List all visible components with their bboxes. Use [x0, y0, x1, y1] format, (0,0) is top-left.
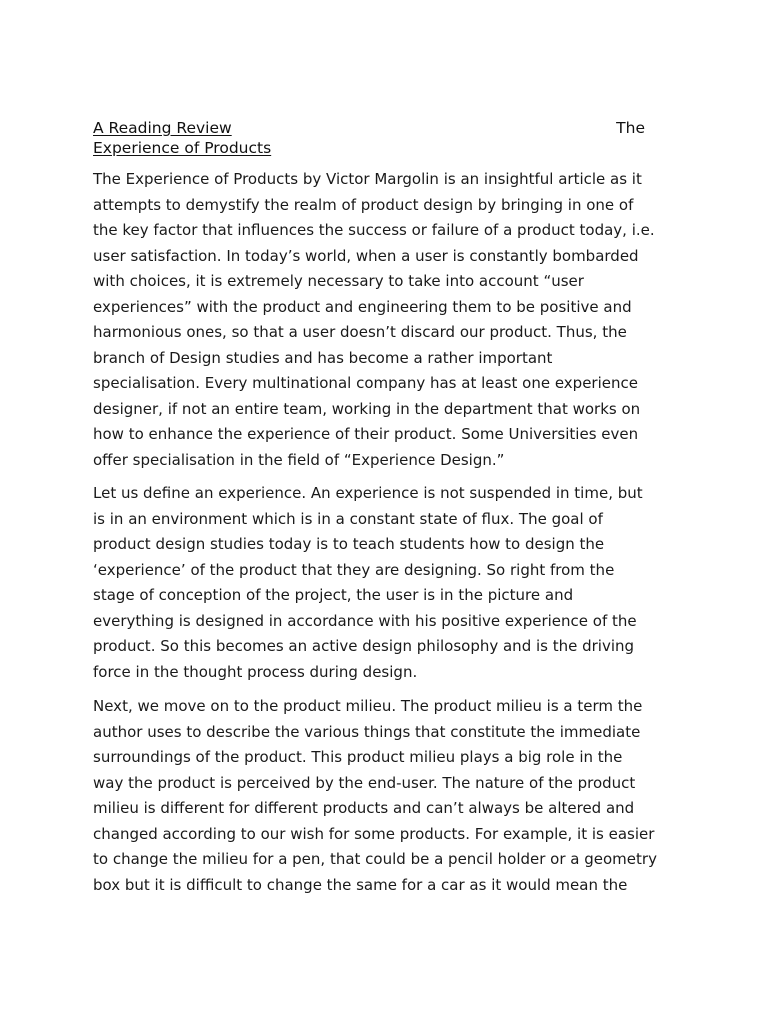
paragraph-line: everything is designed in accordance with his positive experience of the	[93, 611, 637, 630]
paragraph-line: with choices, it is extremely necessary to take into account “user	[93, 272, 584, 290]
paragraph-1	[93, 167, 677, 473]
title-left-text: A Reading Review	[93, 119, 232, 137]
paragraph-line: is in an environment which is in a constant state of flux. The goal of	[93, 509, 603, 528]
paragraph-line: force in the thought process during design.	[93, 662, 418, 681]
paragraph-line: stage of conception of the project, the user is in the picture and	[93, 586, 574, 604]
paragraph-line: user satisfaction. In today’s world, when a user is constantly bombarded	[93, 246, 639, 265]
document-title-line-2: Experience of Products	[93, 139, 272, 157]
paragraph-line: way the product is perceived by the end-user. The nature of the product	[93, 773, 636, 792]
paragraph-line: to change the milieu for a pen, that could be a pencil holder or a geometry	[93, 850, 657, 868]
paragraph-line: surroundings of the product. This product milieu plays a big role in the	[93, 748, 623, 766]
paragraph-line: changed according to our wish for some products. For example, it is easier	[93, 824, 655, 843]
paragraph-3	[93, 694, 677, 898]
paragraph-line: product. So this becomes an active design philosophy and is the driving	[93, 637, 635, 655]
document-title-line-1	[93, 118, 645, 138]
paragraph-line: Next, we move on to the product milieu. The product milieu is a term the	[93, 697, 643, 715]
paragraph-line: specialisation. Every multinational company has at least one experience	[93, 374, 638, 392]
paragraph-line: offer specialisation in the field of “Experience Design.”	[93, 450, 505, 469]
paragraph-line: harmonious ones, so that a user doesn’t discard our product. Thus, the	[93, 323, 627, 341]
paragraph-line: author uses to describe the various things that constitute the immediate	[93, 722, 641, 741]
paragraph-line: The Experience of Products by Victor Margolin is an insightful article as it	[93, 170, 642, 188]
paragraph-line: Let us define an experience. An experience is not suspended in time, but	[93, 484, 643, 502]
paragraph-line: ‘experience’ of the product that they are designing. So right from the	[93, 560, 615, 579]
paragraph-line: attempts to demystify the realm of product design by bringing in one of	[93, 195, 634, 214]
document-page	[93, 118, 677, 898]
paragraph-line: milieu is different for different products and can’t always be altered and	[93, 799, 635, 817]
title-right-text: The	[616, 119, 645, 137]
paragraph-line: designer, if not an entire team, working in the department that works on	[93, 399, 641, 418]
paragraph-2	[93, 481, 677, 685]
paragraph-line: how to enhance the experience of their product. Some Universities even	[93, 425, 639, 443]
paragraph-line: box but it is difficult to change the same for a car as it would mean the	[93, 875, 628, 894]
paragraph-line: experiences” with the product and engineering them to be positive and	[93, 297, 632, 316]
paragraph-line: the key factor that influences the success or failure of a product today, i.e.	[93, 221, 655, 239]
paragraph-line: product design studies today is to teach students how to design the	[93, 535, 605, 553]
paragraph-line: branch of Design studies and has become a rather important	[93, 348, 553, 367]
